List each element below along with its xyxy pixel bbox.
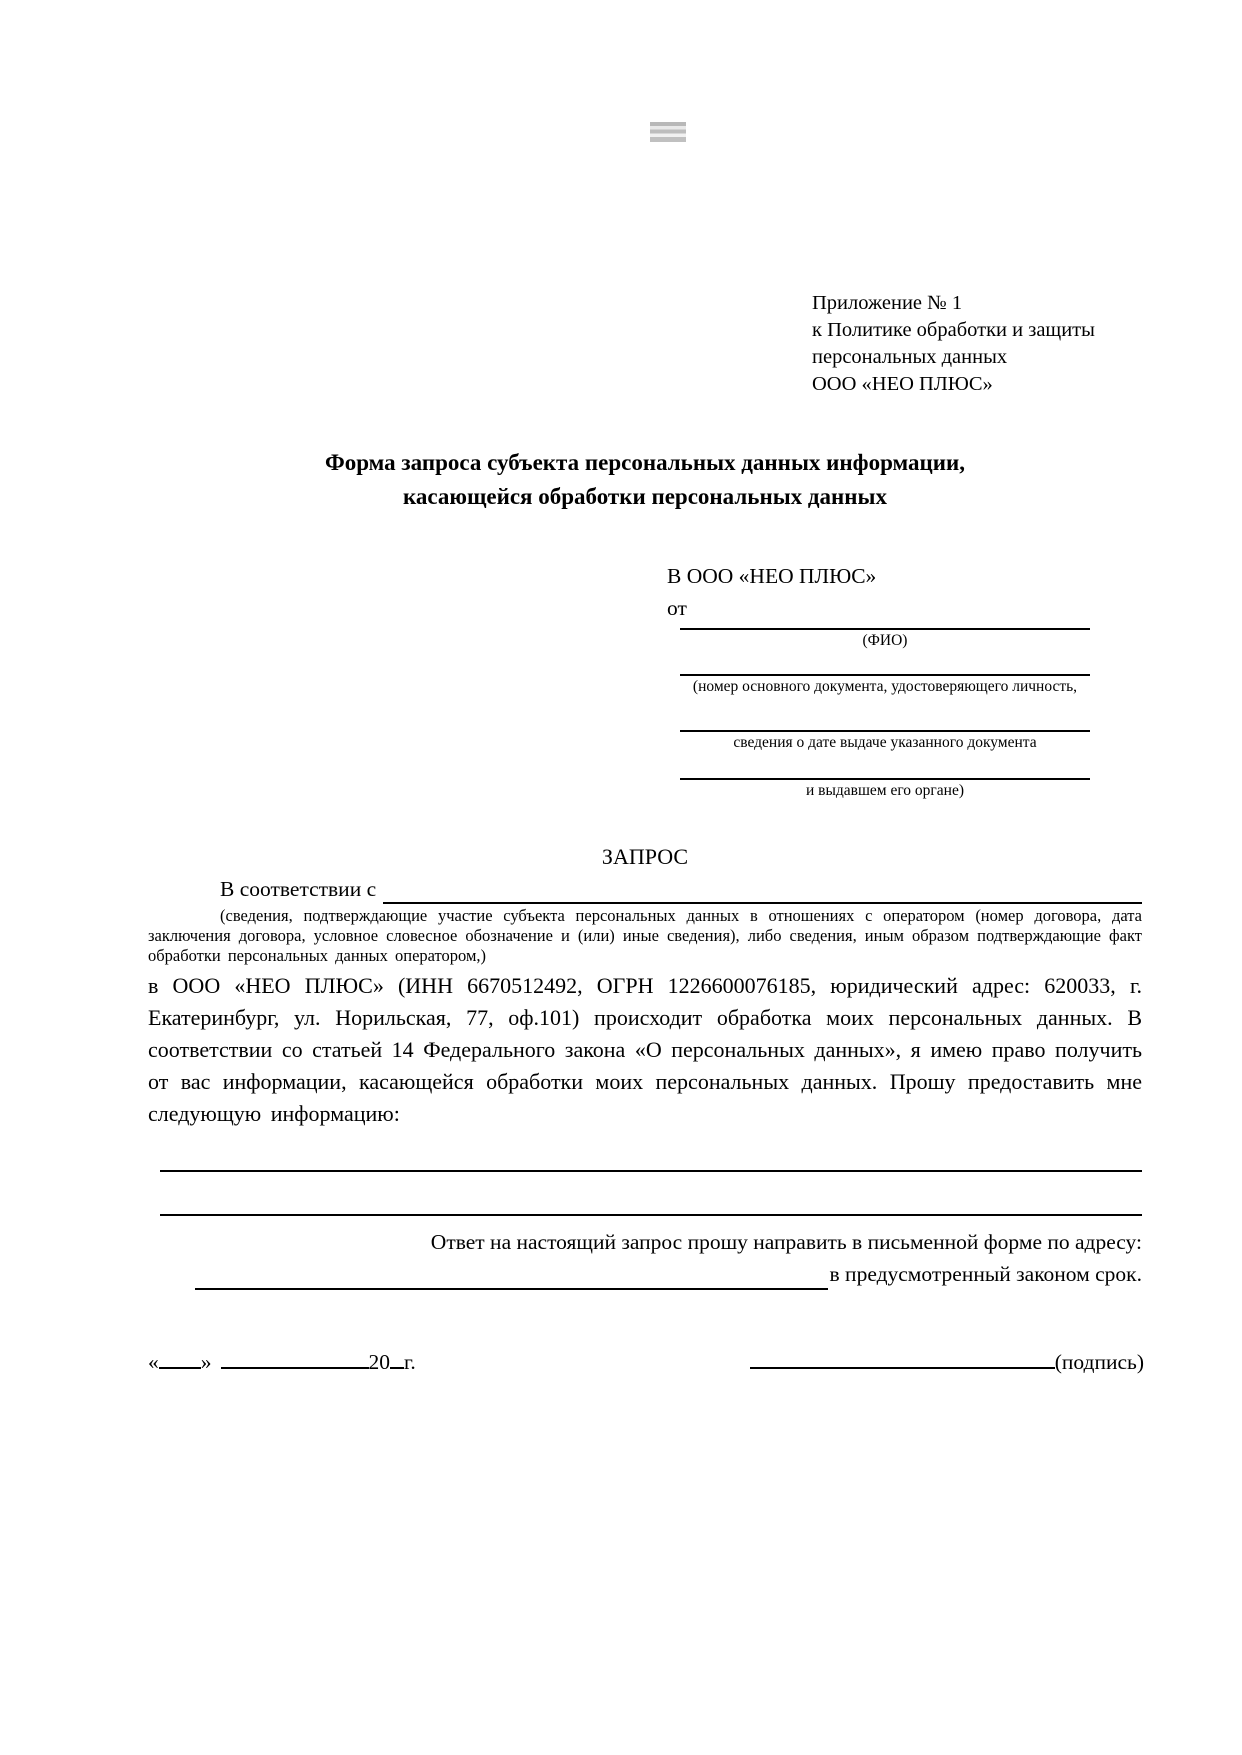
accordance-blank-line — [383, 878, 1142, 904]
accordance-line — [148, 874, 1142, 904]
response-address-line — [148, 1258, 1142, 1290]
fio-caption: (ФИО) — [862, 632, 908, 649]
request-body: в ООО «НЕО ПЛЮС» (ИНН 6670512492, ОГРН 1226600076185, юридический адрес: 620033, г. Екатеринбург, ул. Норильская, 77, оф.101) происходит обработка моих персональных данных. В соответствии со статьей 14 Федерального закона «О персональных данных», я имею право получить от вас информации, касающейся обработки моих персональных данных. Прошу предоставить мне следующую информацию: — [148, 973, 1142, 1126]
date-quote-open: « — [148, 1349, 159, 1374]
address-blank-line — [195, 1264, 828, 1290]
addressee-organization: В ООО «НЕО ПЛЮС» — [667, 564, 877, 588]
date-quote-close: » — [200, 1349, 212, 1374]
issue-date-field — [680, 730, 1090, 754]
document-number-field — [680, 674, 1090, 698]
info-blank-line-2 — [160, 1214, 1142, 1216]
date-year-prefix: 20 — [368, 1349, 390, 1374]
info-blank-line-1 — [160, 1170, 1142, 1172]
date-day-blank — [159, 1345, 201, 1369]
date-group — [148, 1345, 416, 1378]
addressee-from-label: от — [667, 596, 687, 620]
addressee-block — [667, 560, 1142, 624]
accordance-footnote: (сведения, подтверждающие участие субъекта персональных данных в отношениях с оператором (номер договора, дата заключения договора, условное словесное обозначение и (или) иные сведения), либо сведения, иным образом подтверждающие факт обработки персональных данных оператором,) — [148, 906, 1142, 965]
date-year-blank — [390, 1345, 404, 1369]
document-number-caption: (номер основного документа, удостоверяющего личность, — [692, 678, 1078, 695]
appendix-line: к Политике обработки и защиты — [812, 319, 1095, 341]
document-title — [148, 446, 1142, 514]
addressee-fields — [680, 628, 1090, 802]
request-heading: ЗАПРОС — [601, 844, 689, 869]
date-month-blank — [221, 1345, 369, 1369]
signature-blank-line — [750, 1345, 1055, 1369]
fio-field — [680, 628, 1090, 652]
appendix-line: ООО «НЕО ПЛЮС» — [812, 373, 993, 395]
signature-group — [750, 1345, 1144, 1378]
document-title-line2: касающейся обработки персональных данных — [402, 484, 888, 509]
embedded-image — [650, 122, 686, 142]
document-title-line1: Форма запроса субъекта персональных данных информации, — [324, 450, 966, 475]
issuing-authority-caption: и выдавшем его органе) — [805, 782, 965, 799]
response-instruction: Ответ на настоящий запрос прошу направить в письменной форме по адресу: — [430, 1230, 1142, 1254]
date-year-suffix: г. — [404, 1349, 416, 1374]
issue-date-caption: сведения о дате выдаче указанного документа — [733, 734, 1037, 751]
accordance-prefix: В соответствии с — [220, 877, 377, 901]
appendix-line: персональных данных — [812, 346, 1008, 368]
response-term: в предусмотренный законом срок. — [829, 1262, 1142, 1286]
issuing-authority-field — [680, 778, 1090, 802]
appendix-line: Приложение № 1 — [812, 292, 963, 314]
signature-row — [148, 1345, 1142, 1378]
appendix-block — [812, 290, 1142, 398]
signature-caption: (подпись) — [1054, 1349, 1144, 1374]
